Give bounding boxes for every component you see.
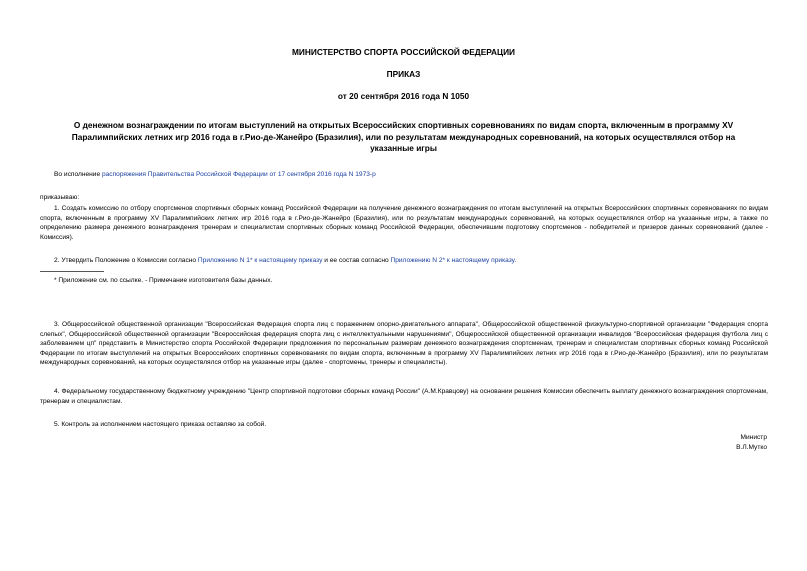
government-order-link[interactable]: распоряжения Правительства Российской Федерации от 17 сентября 2016 года N 1973-р	[101, 171, 376, 178]
doc-type-heading: ПРИКАЗ	[386, 69, 421, 79]
footnote: * Приложение см. по ссылке. - Примечание изготовителя базы данных.	[54, 277, 273, 284]
item-3: 3. Общероссийской общественной организации "Всероссийская Федерация спорта лиц с поражением опорно-двигательного аппарата", Общероссийской общественной физкультурно-спортивной организации "Федерация спорта слепых", Общероссийской общественной организации "Всероссийская федерация спорта лиц с интеллектуальными нарушениями", Общероссийской общественной организации инвалидов "Всероссийская федерация футбола лиц с заболеванием цп" представить в Министерство спорта Российской Федерации предложения по персональным размерам денежного вознаграждения спортсменам, тренерам и специалистам спортивных сборных команд Российской Федерации по итогам выступлений на открытых Всероссийских спортивных соревнованиях по видам спорта, включенным в программу XV Паралимпийских летних игр 2016 года в г.Рио-де-Жанейро (Бразилия), или по результатам международных соревнований, на которых осуществлялся отбор на указанные игры (далее - спортсмены, тренеры и специалисты).	[40, 321, 768, 367]
appendix-2-link[interactable]: Приложению N 2* к настоящему приказу	[390, 257, 515, 264]
preamble	[40, 170, 768, 180]
item-2	[40, 256, 768, 266]
item-2-suffix: .	[514, 257, 517, 264]
ministry-heading: МИНИСТЕРСТВО СПОРТА РОССИЙСКОЙ ФЕДЕРАЦИИ	[291, 47, 516, 57]
order-word: приказываю:	[40, 194, 80, 201]
preamble-prefix: Во исполнение	[54, 171, 102, 178]
appendix-1-link[interactable]: Приложению N 1* к настоящему приказу	[197, 257, 323, 264]
signature-position: Министр	[740, 434, 767, 441]
item-4: 4. Федеральному государственному бюджетному учреждению "Центр спортивной подготовки сборных команд России" (А.М.Кравцову) на основании решения Комиссии обеспечить выплату денежного вознаграждения спортсменам, тренерам и специалистам.	[40, 388, 768, 405]
item-1: 1. Создать комиссию по отбору спортсменов спортивных сборных команд Российской Федерации на получение денежного вознаграждения по итогам выступлений на открытых Всероссийских спортивных соревнованиях по видам спорта, включенным в программу XV Паралимпийских летних игр 2016 года в г.Рио-де-Жанейро (Бразилия), или по результатам международных соревнований, на которых осуществлялся отбор на указанные игры, а также по определению размера денежного вознаграждения тренерам и специалистам спортивных сборных команд Российской Федерации, обеспечившим подготовку спортсменов - победителей и призеров данных соревнований (далее - Комиссия).	[40, 205, 768, 241]
item-5: 5. Контроль за исполнением настоящего приказа оставляю за собой.	[54, 421, 267, 428]
footnote-divider	[40, 271, 104, 272]
item-2-prefix: 2. Утвердить Положение о Комиссии согласно	[54, 257, 198, 264]
item-2-middle: и ее состав согласно	[322, 257, 391, 264]
signature-name: В.Л.Мутко	[736, 444, 767, 451]
document-title: О денежном вознаграждении по итогам выступлений на открытых Всероссийских спортивных соревнованиях по видам спорта, включенным в программу XV Паралимпийских летних игр 2016 года в г.Рио-де-Жанейро (Бразилия), или по результатам международных соревнований, на которых осуществлялся отбор на указанные игры	[71, 120, 736, 153]
date-number-heading: от 20 сентября 2016 года N 1050	[337, 91, 470, 101]
